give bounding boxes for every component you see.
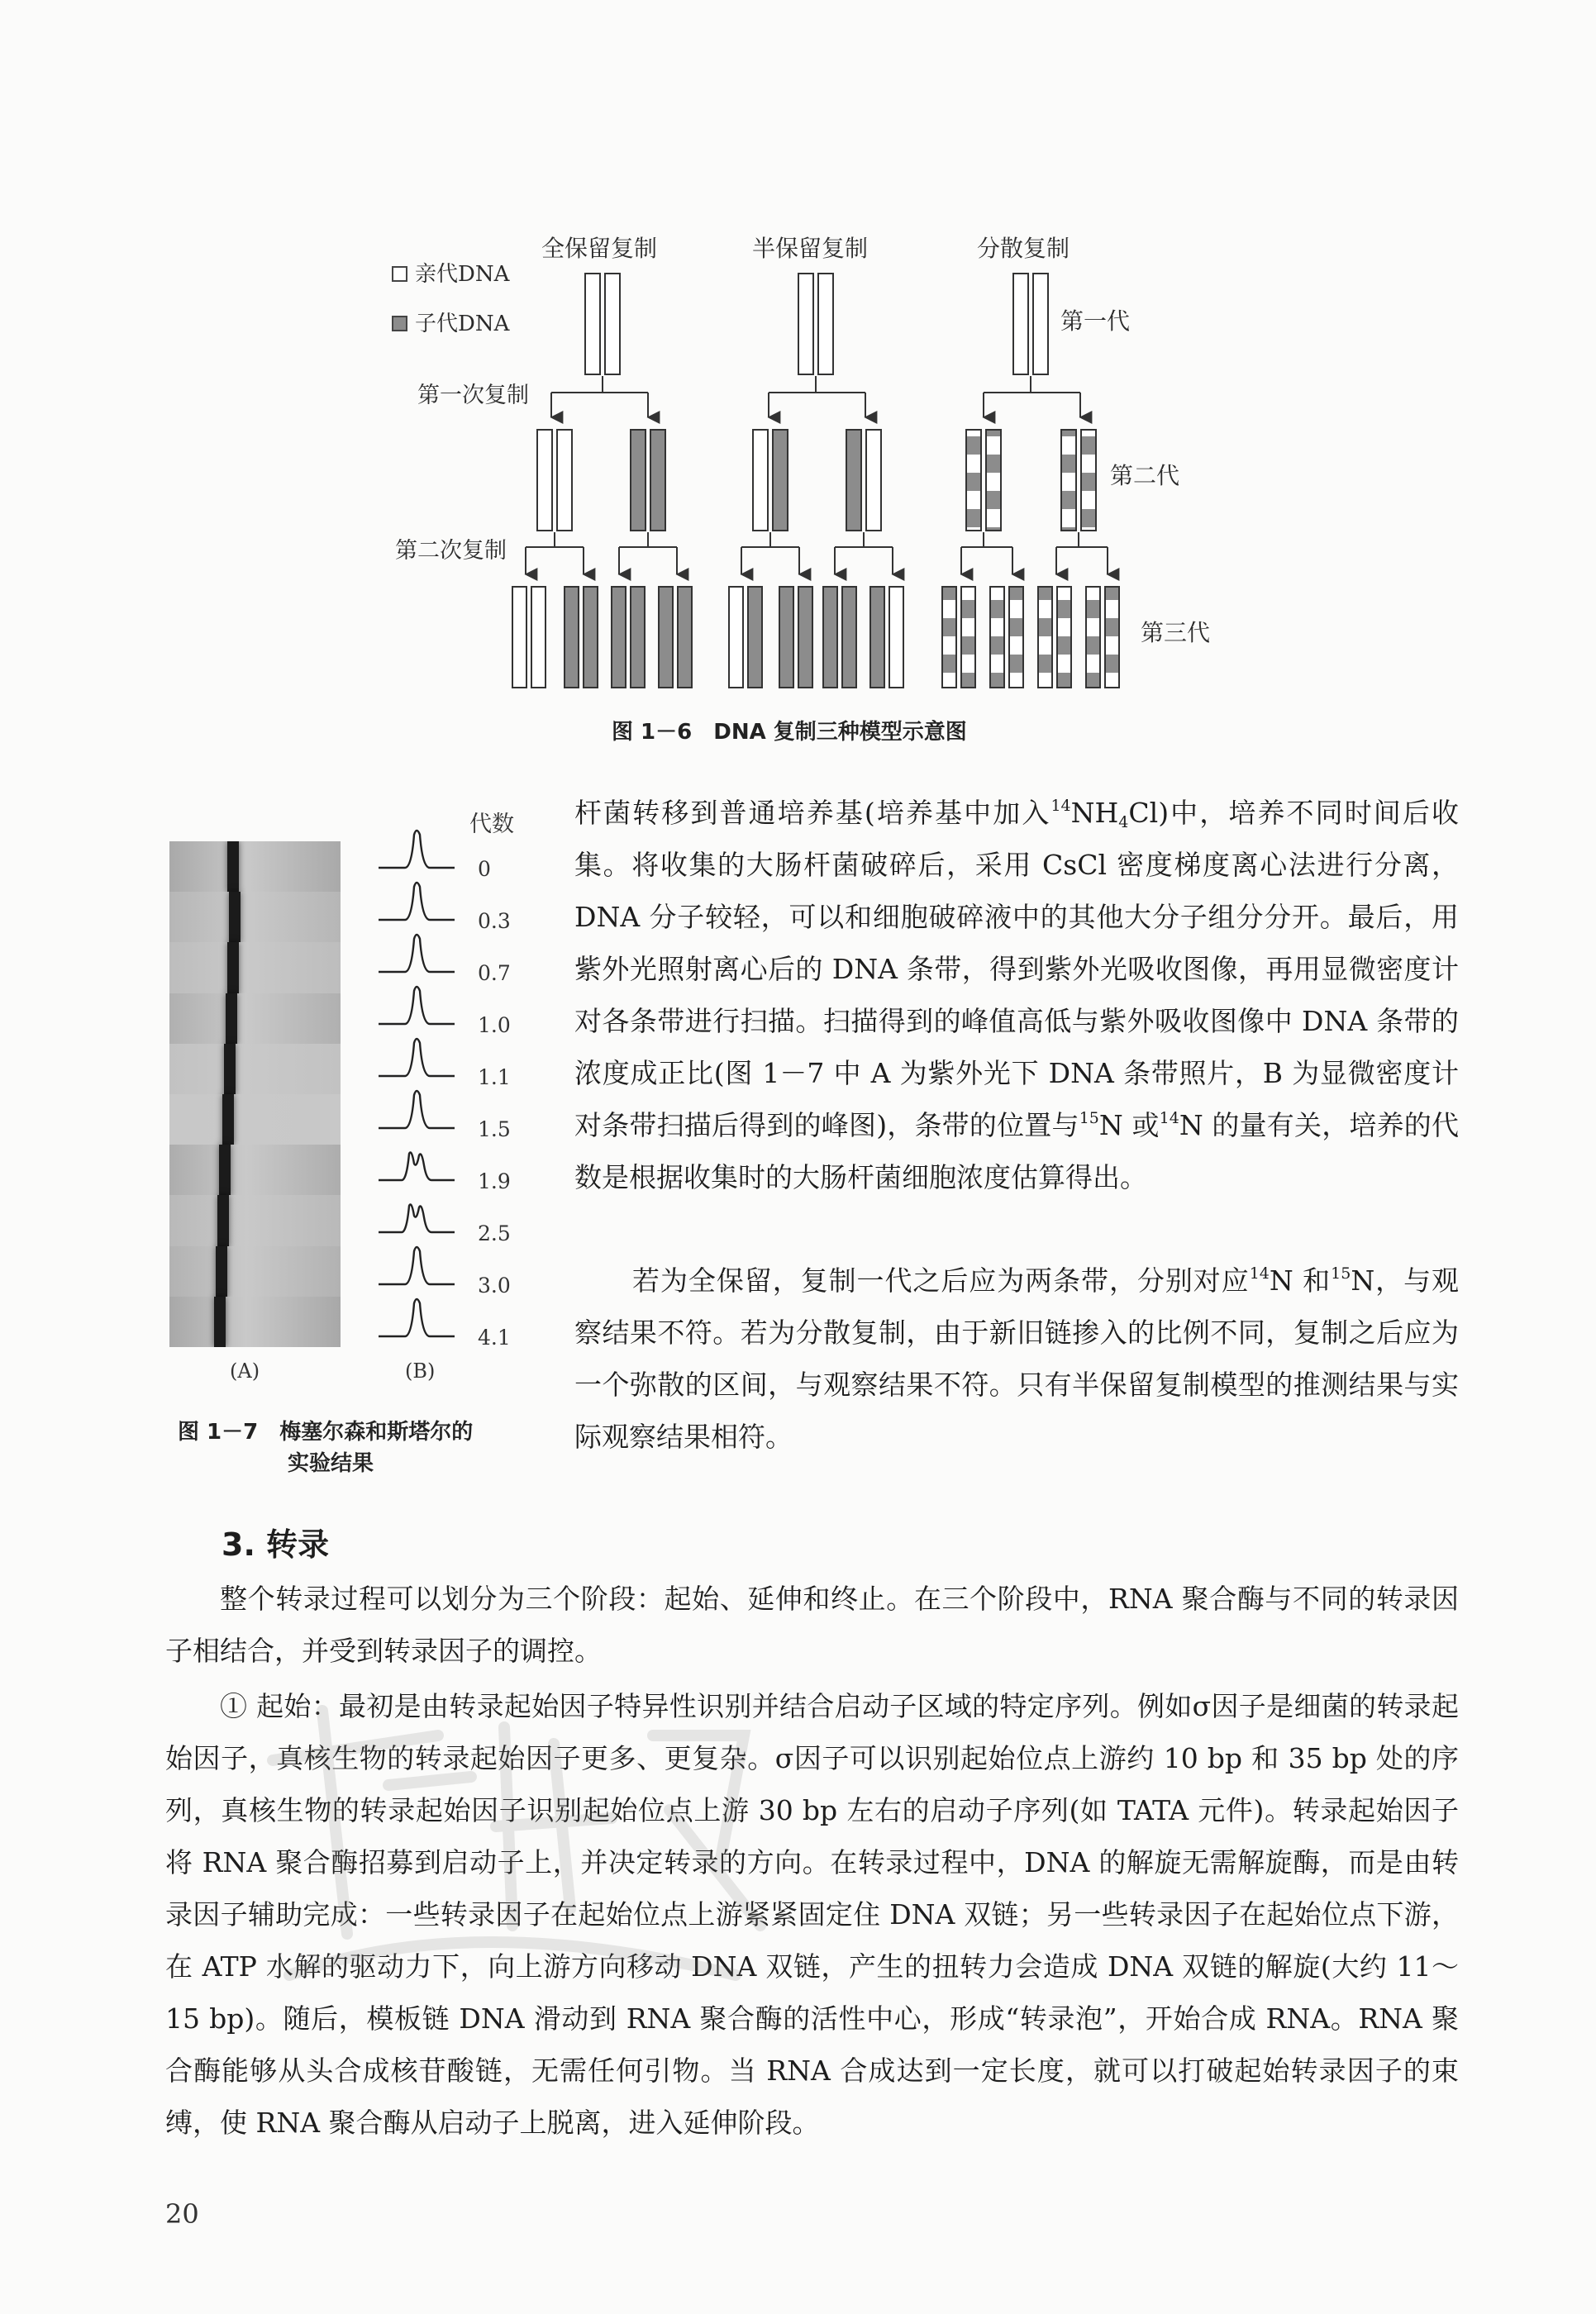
figure-1-7-densitometer-peaks (372, 806, 570, 1384)
density-peak (379, 1247, 455, 1284)
density-peak (379, 1091, 455, 1128)
gel-lane (169, 1246, 341, 1297)
generation-value-label: 4.1 (478, 1326, 511, 1350)
dna-band (229, 892, 241, 942)
figure-1-7-caption: 图 1－7 梅塞尔森和斯塔尔的 (178, 1420, 474, 1445)
generation-value-label: 1.9 (478, 1169, 511, 1193)
legend-parent-label: 亲代DNA (415, 262, 510, 287)
dna-band (224, 1044, 236, 1094)
density-peak (379, 1205, 455, 1233)
generation-value-label: 0.7 (478, 961, 511, 985)
panel-b-label: (B) (405, 1359, 436, 1383)
gel-lane (169, 1044, 341, 1095)
figure-1-6-caption: 图 1－6 DNA 复制三种模型示意图 (612, 720, 967, 745)
paragraph-transcription-initiation: ① 起始：最初是由转录起始因子特异性识别并结合启动子区域的特定序列。例如σ因子是细菌的转录起始因子，真核生物的转录起始因子更多、更复杂。σ因子可以识别起始位点上游约 10 bp 和 35 bp 处的序列，真核生物的转录起始因子识别起始位点上游 30 bp 左右的启动子序列(如 TATA 元件)。转录起始因子将 RNA 聚合酶招募到启动子上，并决定转录的方向。在转录过程中，DNA 的解旋无需解旋酶，而是由转录因子辅助完成：一些转录因子在起始位点上游紧紧固定住 DNA 双链；另一些转录因子在起始位点下游，在 ATP 水解的驱动力下，向上游方向移动 DNA 双链，产生的扭转力会造成 DNA 双链的解旋(大约 11～15 bp)。随后，模板链 DNA 滑动到 RNA 聚合酶的活性中心，形成“转录泡”，开始合成 RNA。RNA 聚合酶能够从头合成核苷酸链，无需任何引物。当 RNA 合成达到一定长度，就可以打破起始转录因子的束缚，使 RNA 聚合酶从启动子上脱离，进入延伸阶段。 (165, 1690, 1459, 2139)
paragraph-model-comparison: 若为全保留，复制一代之后应为两条带，分别对应$^{14}$N 和$^{15}$N，与观察结果不符。若为分散复制，由于新旧链掺入的比例不同，复制之后应为一个弥散的区间，与观察结果不符。只有半保留复制模型的推测结果与实际观察结果相符。 (574, 1264, 1460, 1453)
dna-band (227, 841, 239, 892)
gel-lane (169, 1195, 341, 1246)
second-replication-label: 第二次复制 (395, 538, 507, 564)
generation-value-label: 1.1 (478, 1065, 511, 1089)
gel-lane (169, 892, 341, 943)
legend-child-swatch (393, 317, 407, 331)
semiconservative-model (729, 274, 903, 688)
figure-1-7-caption-line2: 实验结果 (288, 1451, 374, 1476)
density-peak (379, 935, 455, 972)
legend-child-label: 子代DNA (415, 312, 510, 336)
dna-band (216, 1246, 227, 1297)
legend-parent-swatch (393, 267, 407, 281)
dna-band (226, 993, 237, 1044)
density-peak (379, 987, 455, 1024)
figure-1-7-gel-photo (169, 841, 341, 1347)
gel-lane (169, 841, 341, 893)
generation-value-label: 1.5 (478, 1117, 511, 1141)
dna-band (214, 1297, 226, 1347)
density-peak (379, 883, 455, 920)
generation-label-3: 第三代 (1141, 619, 1211, 646)
dispersive-model (942, 274, 1119, 688)
gel-lane (169, 1094, 341, 1145)
density-peak (379, 1039, 455, 1076)
model-title-dispersive: 分散复制 (977, 235, 1070, 262)
dna-band (219, 1145, 231, 1195)
generation-value-label: 3.0 (478, 1274, 511, 1297)
conservative-model (512, 274, 692, 688)
generation-label-1: 第一代 (1060, 307, 1131, 335)
generation-value-label: 1.0 (478, 1013, 511, 1037)
dna-band (227, 942, 239, 993)
density-peak (379, 1153, 455, 1181)
paragraph-transcription-intro: 整个转录过程可以划分为三个阶段：起始、延伸和终止。在三个阶段中，RNA 聚合酶与不同的转录因子相结合，并受到转录因子的调控。 (165, 1583, 1459, 1667)
paragraph-experiment-procedure: 杆菌转移到普通培养基(培养基中加入$^{14}NH_4Cl$)中，培养不同时间后收集。将收集的大肠杆菌破碎后，采用 CsCl 密度梯度离心法进行分离，DNA 分子较轻，可以和细胞破碎液中的其他大分子组分分开。最后，用紫外光照射离心后的 DNA 条带，得到紫外光吸收图像，再用显微密度计对各条带进行扫描。扫描得到的峰值高低与紫外吸收图像中 DNA 条带的浓度成正比(图 1－7 中 A 为紫外光下 DNA 条带照片，B 为显微密度计对条带扫描后得到的峰图)，条带的位置与$^{15}$N 或$^{14}$N 的量有关，培养的代数是根据收集时的大肠杆菌细胞浓度估算得出。 (574, 797, 1459, 1193)
generation-label-2: 第二代 (1110, 462, 1180, 489)
section-heading-transcription: 3. 转录 (222, 1526, 330, 1563)
generation-value-label: 0.3 (478, 909, 511, 933)
figure-legend (393, 262, 511, 336)
generation-column-header: 代数 (469, 812, 514, 837)
density-peak (379, 831, 455, 868)
gel-lane (169, 993, 341, 1045)
dna-band (217, 1195, 229, 1245)
first-replication-label: 第一次复制 (417, 383, 529, 408)
density-peak (379, 1299, 455, 1336)
generation-value-label: 0 (478, 857, 491, 881)
figure-dna-replication-models (0, 0, 1596, 760)
gel-lane (169, 1297, 341, 1347)
dna-band (222, 1094, 234, 1145)
model-title-conservative: 全保留复制 (541, 235, 658, 262)
panel-a-label: (A) (230, 1359, 260, 1383)
model-title-semiconservative: 半保留复制 (752, 235, 869, 262)
gel-lane (169, 1145, 341, 1196)
page-number: 20 (165, 2198, 199, 2230)
generation-value-label: 2.5 (478, 1221, 511, 1245)
gel-lane (169, 942, 341, 993)
